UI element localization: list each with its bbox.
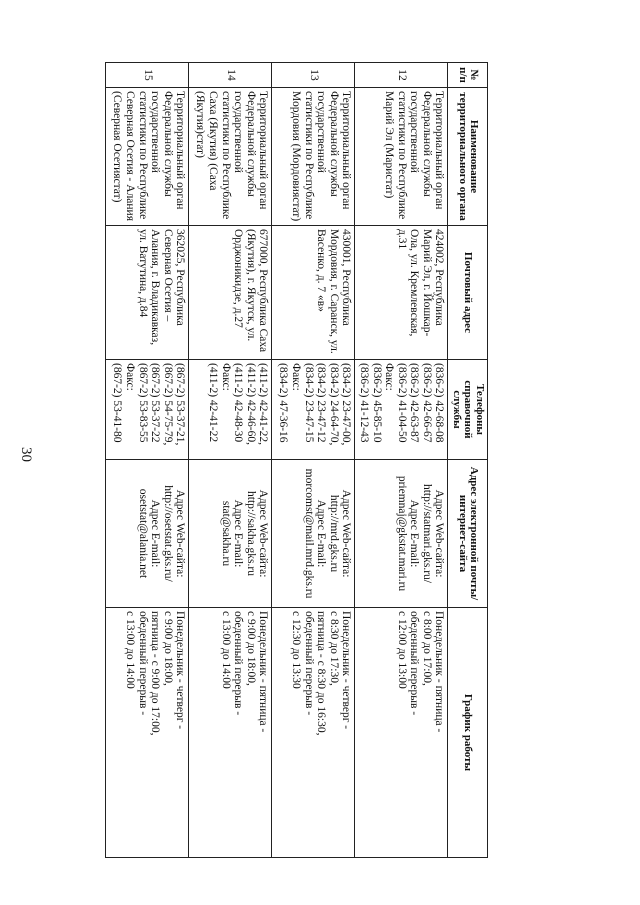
phone-list-line: Факс: xyxy=(383,363,396,391)
work-schedule-line: с 8:00 до 17:00, xyxy=(420,611,433,686)
postal-address: 677000, Республика Саха (Якутия), г. Якутск, ул. Орджоникидзе, д.27 xyxy=(189,226,272,360)
phone-list-line: Факс: xyxy=(219,363,232,391)
row-number: 15 xyxy=(106,63,189,88)
work-schedule-line: Понедельник - пятница - xyxy=(433,611,446,733)
contact-list-line: Адрес E-mail: xyxy=(232,499,245,568)
work-schedule-line: обеденный перерыв - xyxy=(136,611,149,716)
work-schedule xyxy=(355,608,448,858)
contact-list xyxy=(272,460,355,608)
work-schedule-line: Понедельник - четверг - xyxy=(174,611,187,730)
contact-list xyxy=(106,460,189,608)
contact-list xyxy=(189,460,272,608)
phone-list-line: (834-2) 47-36-16 xyxy=(277,363,290,443)
phone-list-line: Факс: xyxy=(123,363,136,391)
phone-list xyxy=(189,360,272,460)
phone-list xyxy=(272,360,355,460)
office-name: Территориальный орган Федеральной службы государственной статистики по Республике Марий Эл (Маристат) xyxy=(355,88,448,226)
contact-list-line: Адрес E-mail: xyxy=(408,499,421,568)
work-schedule xyxy=(272,608,355,858)
table-header-row xyxy=(448,63,488,858)
contact-list-line: Адрес E-mail: xyxy=(315,499,328,568)
postal-address: 362025, Республика Северная Осетия – Алания, г. Владикавказ, ул. Ватутина, д.84 xyxy=(106,226,189,360)
office-name: Территориальный орган Федеральной службы государственной статистики по Республике Северная Осетия - Алания (Северная Осетиястат) xyxy=(106,88,189,226)
work-schedule-line: Понедельник - пятница - xyxy=(257,611,270,733)
contact-list-line: Адрес Web-сайта: xyxy=(257,489,270,578)
work-schedule xyxy=(189,608,272,858)
contact-list-line: Адрес E-mail: xyxy=(149,499,162,568)
phone-list-line: (834-2) 24-64-70, xyxy=(327,363,340,446)
work-schedule-line: с 9:00 до 18:00, xyxy=(161,611,174,686)
postal-address: 430001, Республика Мордовия, г. Саранск, ул. Васенко, д. 7 «в» xyxy=(272,226,355,360)
work-schedule-line: с 13:00 до 14:00 xyxy=(219,611,232,689)
phone-list-line: Факс: xyxy=(289,363,302,391)
work-schedule xyxy=(106,608,189,858)
phone-list-line: (836-2) 41-04-50 xyxy=(395,363,408,443)
phone-list xyxy=(355,360,448,460)
work-schedule-line: с 13:00 до 14:00 xyxy=(123,611,136,689)
work-schedule-line: обеденный перерыв - xyxy=(408,611,421,716)
contact-list-line: http://mrd.gks.ru xyxy=(327,494,340,573)
phone-list-line: (411-2) 42-41-22, xyxy=(257,363,270,445)
contact-list-line: http://osetstat.gks.ru/ xyxy=(161,485,174,582)
contact-list-line: morcomst@mail.mrd.gks.ru xyxy=(302,468,315,599)
phone-list-line: (836-2) 45-85-10 xyxy=(370,363,383,443)
work-schedule-line: с 12:00 до 13:00 xyxy=(395,611,408,689)
phone-list-line: (411-2) 42-46-60, xyxy=(244,363,257,445)
row-number: 12 xyxy=(355,63,448,88)
row-number: 13 xyxy=(272,63,355,88)
contact-list-line: http://statmari.gks.ru/ xyxy=(420,483,433,584)
phone-list-line: (834-2) 23-47-15 xyxy=(302,363,315,443)
header-num: № п/п xyxy=(448,63,488,88)
phone-list-line: (836-2) 41-12-43 xyxy=(357,363,370,443)
phone-list-line: (834-2) 23-47-00, xyxy=(340,363,353,446)
contact-list-line: osetstat@alania.net xyxy=(136,488,149,579)
contact-list-line: Адрес Web-сайта: xyxy=(433,489,446,578)
work-schedule-line: пятница - с 9:00 до 17:00, xyxy=(149,611,162,736)
header-address: Почтовый адрес xyxy=(448,226,488,360)
phone-list-line: (867-2) 53-83-55 xyxy=(136,363,149,443)
phone-list xyxy=(106,360,189,460)
phone-list-line: (867-2) 53-37-22 xyxy=(149,363,162,443)
phone-list-line: (411-2) 42-41-22 xyxy=(206,363,219,443)
table-row xyxy=(106,63,189,858)
phone-list-line: (836-2) 42-66-67 xyxy=(420,363,433,443)
work-schedule-line: с 9:00 до 18:00, xyxy=(244,611,257,686)
phone-list-line: (867-2) 54-75-79, xyxy=(161,363,174,446)
work-schedule-line: пятница - с 8:30 до 16:30, xyxy=(315,611,328,736)
office-name: Территориальный орган Федеральной службы государственной статистики по Республике Мордовия (Мордовиястат) xyxy=(272,88,355,226)
territorial-offices-table xyxy=(105,62,488,858)
contact-list-line: http://sakha.gks.ru xyxy=(244,491,257,576)
contact-list-line: Адрес Web-сайта: xyxy=(174,489,187,578)
work-schedule-line: обеденный перерыв - xyxy=(302,611,315,716)
contact-list-line: stat@sakha.ru xyxy=(219,500,232,567)
contact-list xyxy=(355,460,448,608)
office-name: Территориальный орган Федеральной службы государственной статистики по Республике Саха (Якутия) (Саха (Якутия)стат) xyxy=(189,88,272,226)
postal-address: 424002, Республика Марий Эл, г. Йошкар-Ола, ул. Кремлевская, д.31 xyxy=(355,226,448,360)
header-phones: Телефоны справочной службы xyxy=(448,360,488,460)
table-row xyxy=(189,63,272,858)
header-contacts: Адрес электронной почты/ интернет-сайта xyxy=(448,460,488,608)
table-row xyxy=(272,63,355,858)
work-schedule-line: обеденный перерыв - xyxy=(232,611,245,716)
work-schedule-line: Понедельник - четверг - xyxy=(340,611,353,730)
phone-list-line: (867-2) 53-41-80 xyxy=(111,363,124,443)
phone-list-line: (836-2) 42-63-87 xyxy=(408,363,421,443)
rotated-table-sheet xyxy=(111,62,488,857)
row-number: 14 xyxy=(189,63,272,88)
contact-list-line: Адрес Web-сайта: xyxy=(340,489,353,578)
phone-list-line: (411-2) 42-48-30 xyxy=(232,363,245,443)
table-row xyxy=(355,63,448,858)
work-schedule-line: с 8:30 до 17:30, xyxy=(327,611,340,686)
work-schedule-line: с 12:30 до 13:30 xyxy=(289,611,302,689)
header-schedule: График работы xyxy=(448,608,488,858)
phone-list-line: (867-2) 53-37-21, xyxy=(174,363,187,446)
contact-list-line: priemnaj@gkstat.mari.ru xyxy=(395,475,408,592)
phone-list-line: (836-2) 42-68-08 xyxy=(433,363,446,443)
header-name: Наименование территориального органа xyxy=(448,88,488,226)
phone-list-line: (834-2) 23-47-12 xyxy=(315,363,328,443)
page-number: 30 xyxy=(18,447,34,462)
